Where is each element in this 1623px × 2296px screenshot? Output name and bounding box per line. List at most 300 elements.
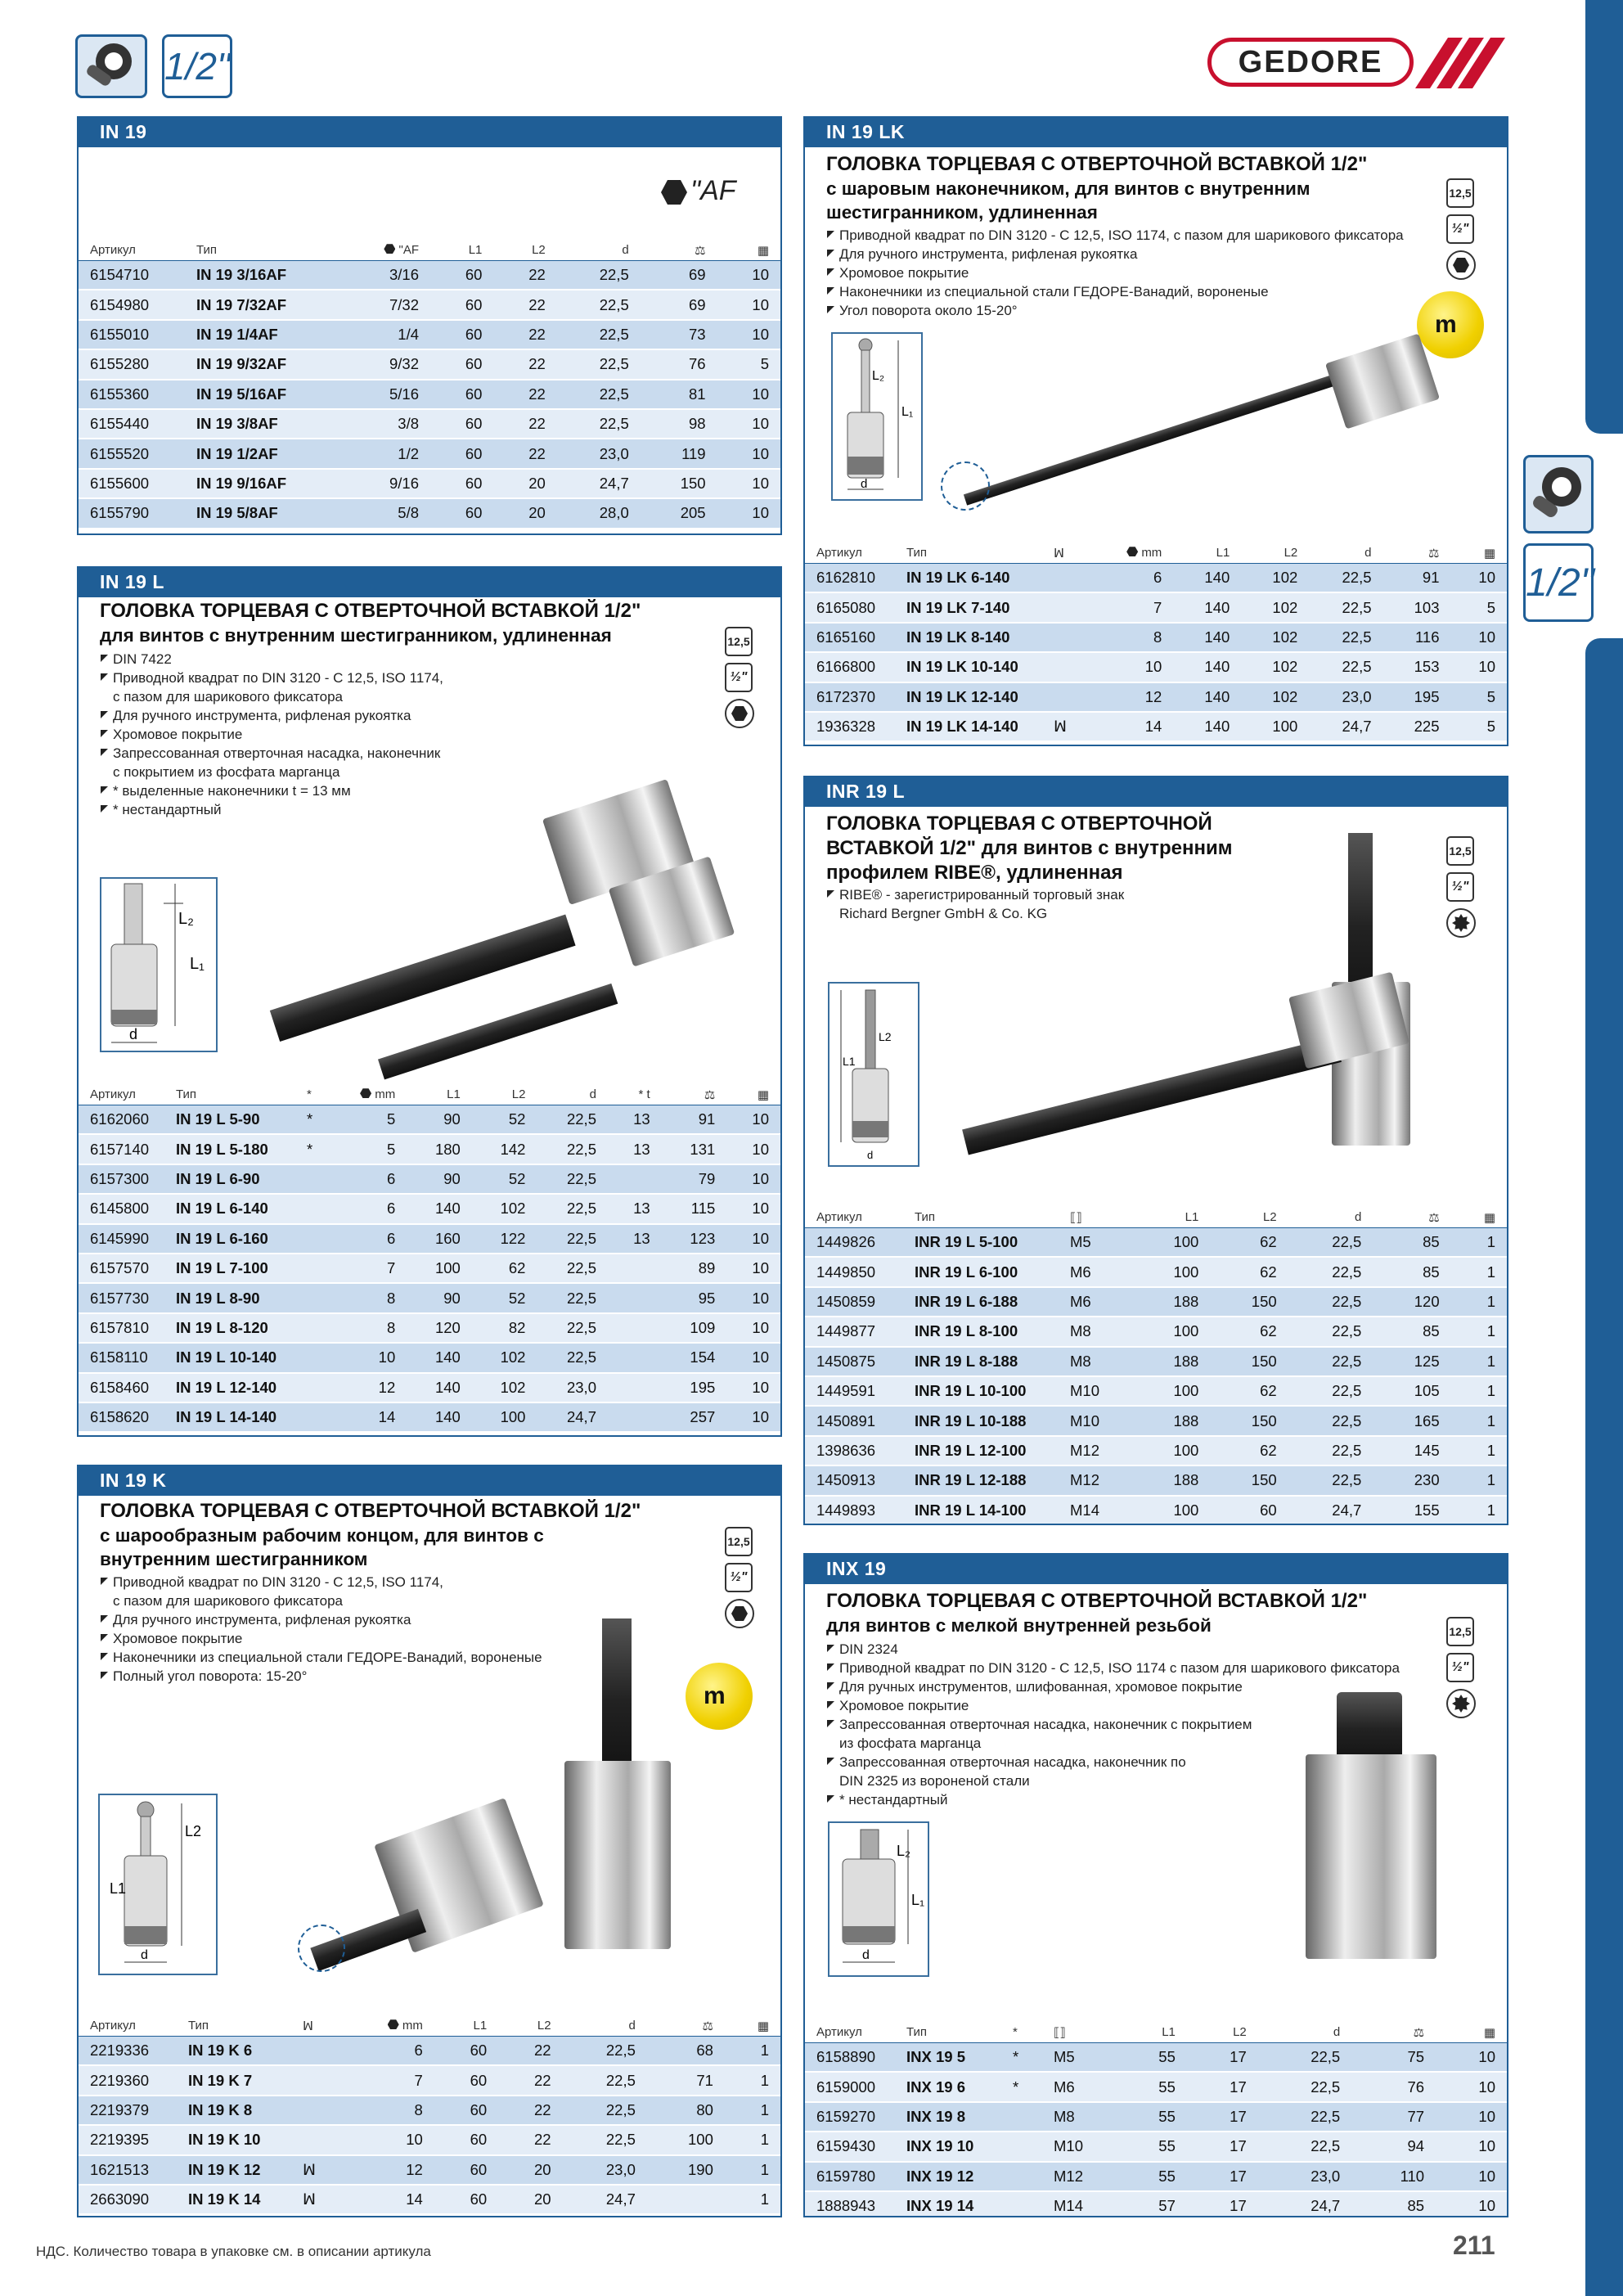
table-cell: 89 [662, 1254, 727, 1283]
table-cell: M5 [1042, 2042, 1116, 2072]
type-name: IN 19 L 7-100 [164, 1254, 295, 1283]
table-cell: 1 [1451, 1376, 1507, 1406]
table-cell: 24,7 [1288, 1496, 1373, 1525]
section-header: IN 19 LK [805, 118, 1507, 147]
table-cell: 257 [662, 1402, 727, 1432]
table-cell: 22 [498, 2125, 562, 2154]
type-name: INR 19 L 6-100 [903, 1257, 1059, 1286]
table-cell: 140 [407, 1402, 472, 1432]
bullet-item: Хромовое покрытие [826, 263, 1448, 282]
table-cell: M6 [1059, 1287, 1132, 1317]
article-number: 6158890 [805, 2042, 895, 2072]
table-cell: 142 [472, 1134, 537, 1164]
table-cell: 140 [407, 1373, 472, 1402]
type-name: IN 19 K 10 [177, 2125, 291, 2154]
weight-icon: ⚖ [1351, 2023, 1436, 2042]
table-row [805, 2072, 1507, 2101]
table-cell: 10 [717, 439, 780, 468]
bullet-list [826, 885, 1284, 923]
type-name: INR 19 L 5-100 [903, 1227, 1059, 1257]
hex-icon [725, 699, 754, 728]
svg-text:L1: L1 [843, 1055, 856, 1068]
type-name: IN 19 5/16AF [185, 380, 348, 409]
ribe-profile-icon [1446, 908, 1476, 938]
ball-end-badge: m [1417, 291, 1484, 358]
pack-icon: ▦ [1436, 2023, 1507, 2042]
table-cell: 10 [1451, 652, 1508, 682]
product-image-bit [964, 373, 1341, 506]
type-name: INR 19 L 12-100 [903, 1436, 1059, 1465]
table-cell: 6 [328, 1194, 407, 1223]
svg-text:L₁: L₁ [190, 955, 205, 973]
table-row [805, 592, 1507, 622]
bullet-item: * нестандартный [826, 1790, 1448, 1809]
table-cell [1001, 2132, 1042, 2161]
table-cell: 62 [1210, 1436, 1288, 1465]
table-cell [608, 1343, 662, 1372]
table-cell: 102 [472, 1373, 537, 1402]
type-name: INR 19 L 8-100 [903, 1317, 1059, 1346]
table-cell: 22,5 [537, 1105, 608, 1134]
table-row [805, 2042, 1507, 2072]
product-title: ГОЛОВКА ТОРЦЕВАЯ С ОТВЕРТОЧНОЙ ВСТАВКОЙ 1/2" [100, 600, 641, 622]
table-cell: 5 [717, 349, 780, 379]
table-cell: 22,5 [557, 320, 641, 349]
weight-icon: ⚖ [1373, 1208, 1450, 1227]
table-cell [608, 1402, 662, 1432]
type-name: INX 19 14 [895, 2191, 1001, 2217]
ball-end-icon: ꟽ [291, 2155, 340, 2185]
table-cell: 8 [1091, 623, 1173, 652]
article-number: 6165160 [805, 623, 895, 652]
pack-icon: ▦ [1451, 543, 1508, 563]
table-cell: 10 [726, 1164, 780, 1194]
weight-icon: ⚖ [662, 1085, 727, 1105]
square-12-5-icon: 12,5 [725, 1527, 753, 1556]
table-cell: 22 [493, 290, 556, 319]
article-number: 1449893 [805, 1496, 903, 1525]
af-badge: "AF [661, 175, 736, 207]
table-cell: 57 [1116, 2191, 1187, 2217]
type-name: INX 19 10 [895, 2132, 1001, 2161]
svg-text:L₂: L₂ [178, 910, 194, 928]
bullet-item: Хромовое покрытие [826, 1696, 1448, 1715]
type-name: IN 19 LK 14-140 [895, 712, 1042, 741]
table-cell: 1 [1451, 1347, 1507, 1376]
table-cell [608, 1254, 662, 1283]
type-name: IN 19 3/8AF [185, 409, 348, 439]
article-number: 2219379 [79, 2096, 177, 2125]
pack-icon: ▦ [726, 1085, 780, 1105]
ball-tip-highlight [941, 461, 990, 511]
section-in19k [77, 1465, 782, 2217]
article-number: 1449877 [805, 1317, 903, 1346]
table-cell: 1 [1451, 1227, 1507, 1257]
ratchet-socket-icon [1526, 457, 1591, 531]
type-name: IN 19 K 8 [177, 2096, 291, 2125]
table-cell: M10 [1042, 2132, 1116, 2161]
table-cell: 55 [1116, 2132, 1187, 2161]
bullet-item: Для ручного инструмента, рифленая рукоятка [100, 1610, 672, 1629]
article-number: 6172370 [805, 682, 895, 712]
table-cell: 8 [328, 1283, 407, 1312]
table-cell: 73 [641, 320, 717, 349]
bullet-list [100, 650, 558, 819]
table-cell: 7 [328, 1254, 407, 1283]
bullet-item: Для ручного инструмента, рифленая рукоятка [100, 706, 558, 725]
table-cell: 28,0 [557, 498, 641, 528]
type-name: IN 19 LK 12-140 [895, 682, 1042, 712]
svg-text:L₁: L₁ [911, 1892, 925, 1908]
table-cell: 1 [1451, 1406, 1507, 1435]
svg-text:d: d [129, 1026, 138, 1042]
table-cell: 10 [1436, 2042, 1507, 2072]
table-cell: 85 [1373, 1317, 1450, 1346]
article-number: 6155440 [79, 409, 185, 439]
article-number: 6157810 [79, 1313, 164, 1343]
table-cell: 22 [493, 349, 556, 379]
bullet-list [100, 1573, 672, 1686]
table-cell: 76 [1351, 2072, 1436, 2101]
table-cell: 60 [1210, 1496, 1288, 1525]
table-cell: 10 [726, 1283, 780, 1312]
table-cell: 140 [1173, 623, 1241, 652]
table-cell: 10 [1451, 623, 1508, 652]
table-cell: 100 [1132, 1227, 1210, 1257]
table-cell: 10 [1091, 652, 1173, 682]
table-cell: * [295, 1134, 328, 1164]
type-name: INR 19 L 14-100 [903, 1496, 1059, 1525]
table-cell: 3/8 [348, 409, 430, 439]
table-cell: 100 [1132, 1257, 1210, 1286]
table-cell: 9/16 [348, 469, 430, 498]
table-cell: 23,0 [1309, 682, 1382, 712]
table-cell [295, 1283, 328, 1312]
table-cell: 10 [1436, 2132, 1507, 2161]
table-cell: 119 [641, 439, 717, 468]
table-cell: 190 [647, 2155, 725, 2185]
table-cell: 10 [726, 1254, 780, 1283]
table-cell: 10 [726, 1105, 780, 1134]
table-cell: 82 [472, 1313, 537, 1343]
table-cell: 7/32 [348, 290, 430, 319]
type-name: INX 19 5 [895, 2042, 1001, 2072]
table-cell: 6 [328, 1164, 407, 1194]
ball-end-icon: ꟽ [303, 2019, 313, 2033]
hex-icon [1126, 547, 1138, 556]
table-cell: 1 [725, 2125, 780, 2154]
square-12-5-icon: 12,5 [1446, 178, 1474, 208]
type-name: INX 19 6 [895, 2072, 1001, 2101]
article-number: 1450913 [805, 1465, 903, 1495]
table-row [805, 2191, 1507, 2217]
article-number: 6155520 [79, 439, 185, 468]
table-cell: 79 [662, 1164, 727, 1194]
table-cell: 100 [1132, 1496, 1210, 1525]
table-cell: 230 [1373, 1465, 1450, 1495]
table-cell: 22,5 [1288, 1376, 1373, 1406]
dimension-diagram [828, 1821, 929, 1977]
table-cell: 10 [717, 469, 780, 498]
table-cell: 22,5 [557, 409, 641, 439]
table-cell: 150 [1210, 1287, 1288, 1317]
hex-icon [388, 2019, 399, 2029]
svg-text:L2: L2 [185, 1823, 202, 1839]
table-cell: 140 [407, 1343, 472, 1372]
article-number: 6155360 [79, 380, 185, 409]
article-number: 6157730 [79, 1283, 164, 1312]
table-cell: 22 [493, 409, 556, 439]
table-cell: 5 [328, 1134, 407, 1164]
type-name: IN 19 LK 6-140 [895, 563, 1042, 592]
table-cell: 22,5 [1258, 2102, 1351, 2132]
article-number: 6162810 [805, 563, 895, 592]
table-cell: 52 [472, 1164, 537, 1194]
logo-stripes-icon [1415, 38, 1505, 88]
table-cell: 20 [493, 469, 556, 498]
square-12-5-icon: 12,5 [1446, 836, 1474, 866]
type-name: IN 19 K 12 [177, 2155, 291, 2185]
table-cell: 13 [608, 1194, 662, 1223]
type-name: IN 19 L 5-180 [164, 1134, 295, 1164]
table-row [805, 1406, 1507, 1435]
table-cell: 24,7 [557, 469, 641, 498]
table-row [79, 2036, 780, 2065]
table-cell: 13 [608, 1105, 662, 1134]
table-row [805, 652, 1507, 682]
table-cell: M6 [1042, 2072, 1116, 2101]
table-row [805, 2162, 1507, 2191]
thread-col-header [1042, 2023, 1116, 2042]
article-number: 1449850 [805, 1257, 903, 1286]
table-cell: 3/16 [348, 260, 430, 290]
table-cell: 165 [1373, 1406, 1450, 1435]
table-cell: 22,5 [537, 1224, 608, 1254]
table-row [79, 439, 780, 468]
bullet-item: * нестандартный [100, 800, 558, 819]
table-cell: 22,5 [537, 1194, 608, 1223]
article-number: 1449591 [805, 1376, 903, 1406]
table-cell: 14 [328, 1402, 407, 1432]
pack-icon: ▦ [725, 2016, 780, 2036]
bullet-item: Для ручных инструментов, шлифованная, хромовое покрытие [826, 1677, 1448, 1696]
table-cell: 80 [647, 2096, 725, 2125]
svg-text:L₂: L₂ [897, 1843, 910, 1859]
article-number: 6158110 [79, 1343, 164, 1372]
table-cell [1001, 2191, 1042, 2217]
table-cell: 188 [1132, 1465, 1210, 1495]
article-number: 6145800 [79, 1194, 164, 1223]
article-number: 1450875 [805, 1347, 903, 1376]
section-in19 [77, 116, 782, 535]
bullet-item: Приводной квадрат по DIN 3120 - C 12,5, ISO 1174, с пазом для шарикового фиксатора [100, 669, 558, 706]
type-name: IN 19 L 6-140 [164, 1194, 295, 1223]
table-row [79, 320, 780, 349]
table-cell: 205 [641, 498, 717, 528]
table-cell: 13 [608, 1134, 662, 1164]
spline-icon [1446, 1689, 1476, 1718]
product-subtitle: с шарообразным рабочим концом, для винтов с внутренним шестигранником [100, 1525, 544, 1569]
bullet-item: Запрессованная отверточная насадка, наконечник с покрытием из фосфата марганца [826, 1715, 1448, 1753]
table-row [805, 712, 1507, 741]
type-name: IN 19 LK 10-140 [895, 652, 1042, 682]
table-cell: 90 [407, 1164, 472, 1194]
table-cell: 10 [726, 1343, 780, 1372]
table-cell: 10 [726, 1194, 780, 1223]
article-number: 6159000 [805, 2072, 895, 2101]
type-name: IN 19 L 5-90 [164, 1105, 295, 1134]
table-cell: 22 [498, 2065, 562, 2095]
table-cell: 102 [1241, 652, 1309, 682]
table-cell: 125 [1373, 1347, 1450, 1376]
table-cell: 102 [1241, 682, 1309, 712]
table-cell [608, 1283, 662, 1312]
table-cell: 94 [1351, 2132, 1436, 2161]
table-cell: 10 [1436, 2072, 1507, 2101]
table-cell: 123 [662, 1224, 727, 1254]
table-cell: 90 [407, 1105, 472, 1134]
type-name: IN 19 L 10-140 [164, 1343, 295, 1372]
table-cell: 122 [472, 1224, 537, 1254]
product-subtitle: с шаровым наконечником, для винтов с внутренним шестигранником, удлиненная [826, 178, 1311, 223]
ball-col-header [1042, 543, 1091, 563]
ball-end-icon: ꟽ [1054, 546, 1064, 560]
table-cell: 22,5 [563, 2125, 647, 2154]
ball-end-icon: ꟽ [291, 2185, 340, 2214]
table-cell: 22,5 [1258, 2072, 1351, 2101]
in19-table: Артикул Тип "AF L1 L2 d ⚖ ▦ 6154710 IN 19 3/16AF 3/16 60 22 22,5 69 10 6154980 IN 19 7/32AF 7/32 60 22 22,5 69 10 6155010 IN 19 1/4AF 1/4 60 22 22,5 73 10 6155280 IN 19 9/32AF 9/32 60 22 22,5 76 5 6155360 IN 19 5/16AF 5/16 60 22 22,5 81 10 6155440 IN 19 3/8AF 3/8 60 22 22,5 98 10 6155520 IN 19 1/2AF 1/2 60 22 23,0 119 10 6155600 IN 19 9/16AF 9/16 60 20 24,7 150 10 6155790 IN 19 5/8AF 5/8 60 20 28,0 205 10 [79, 241, 780, 529]
table-cell: 20 [498, 2155, 562, 2185]
table-cell: 160 [407, 1224, 472, 1254]
table-row [79, 1194, 780, 1223]
table-cell: 100 [472, 1402, 537, 1432]
table-cell: 225 [1383, 712, 1451, 741]
article-number: 6155790 [79, 498, 185, 528]
table-row [79, 498, 780, 528]
bullet-item: Приводной квадрат по DIN 3120 - C 12,5, ISO 1174, с пазом для шарикового фиксатора [826, 226, 1448, 245]
table-row [79, 1373, 780, 1402]
hex-af-col-header: "AF [348, 241, 430, 260]
table-cell: 8 [340, 2096, 434, 2125]
svg-text:d: d [862, 1948, 870, 1962]
table-cell: 102 [1241, 592, 1309, 622]
table-cell: 23,0 [537, 1373, 608, 1402]
table-cell [295, 1343, 328, 1372]
table-cell: 180 [407, 1134, 472, 1164]
bullet-item: Полный угол поворота: 15-20° [100, 1667, 672, 1686]
table-cell: 62 [1210, 1376, 1288, 1406]
table-cell: 22,5 [1288, 1317, 1373, 1346]
table-cell: 60 [434, 2155, 498, 2185]
table-cell: 102 [1241, 563, 1309, 592]
table-row [805, 1376, 1507, 1406]
table-cell: 1 [1451, 1257, 1507, 1286]
table-cell: 100 [1241, 712, 1309, 741]
table-cell: 22,5 [1258, 2132, 1351, 2161]
table-row [805, 682, 1507, 712]
bullet-item: Угол поворота около 15-20° [826, 301, 1448, 320]
hex-icon [725, 1599, 754, 1628]
table-cell: 10 [726, 1134, 780, 1164]
table-row [79, 380, 780, 409]
type-name: INR 19 L 10-100 [903, 1376, 1059, 1406]
dimension-diagram [100, 877, 218, 1052]
article-number: 6165080 [805, 592, 895, 622]
table-row [79, 1254, 780, 1283]
ball-end-icon: ꟽ [1042, 712, 1091, 741]
table-cell: 62 [472, 1254, 537, 1283]
type-name: IN 19 L 6-90 [164, 1164, 295, 1194]
table-cell: 17 [1187, 2102, 1258, 2132]
table-cell: 24,7 [1309, 712, 1382, 741]
table-cell: 60 [434, 2065, 498, 2095]
bullet-item: Наконечники из специальной стали ГЕДОРЕ-Ванадий, вороненые [100, 1648, 672, 1667]
table-row [805, 1496, 1507, 1525]
table-cell: 10 [726, 1224, 780, 1254]
table-cell: 1 [725, 2065, 780, 2095]
article-number: 6158460 [79, 1373, 164, 1402]
table-cell: 131 [662, 1134, 727, 1164]
table-cell: 22,5 [1309, 652, 1382, 682]
table-cell: M8 [1059, 1347, 1132, 1376]
product-title: ГОЛОВКА ТОРЦЕВАЯ С ОТВЕРТОЧНОЙ ВСТАВКОЙ 1/2" [100, 1500, 641, 1522]
table-cell: M6 [1059, 1257, 1132, 1286]
article-number: 6158620 [79, 1402, 164, 1432]
table-cell: 24,7 [537, 1402, 608, 1432]
table-cell: 14 [340, 2185, 434, 2214]
type-name: INR 19 L 12-188 [903, 1465, 1059, 1495]
table-cell: 102 [472, 1343, 537, 1372]
table-cell: 6 [328, 1224, 407, 1254]
in19k-table: Артикул Тип ꟽ mm L1 L2 d ⚖ ▦ 2219336 IN 19 K 6 6 60 22 22,5 68 1 2219360 IN 19 K 7 7 60 22 22,5 71 1 2219379 IN 19 K 8 8 60 22 22,5 80 1 2219395 IN 19 K 10 10 60 22 22,5 100 1 1621513 IN 19 K 12 ꟽ 12 60 20 23,0 190 1 2663090 IN 19 K 14 ꟽ 14 60 20 24,7 1 [79, 2016, 780, 2215]
table-cell: 24,7 [563, 2185, 647, 2214]
table-cell: 100 [647, 2125, 725, 2154]
table-cell: 1/2 [348, 439, 430, 468]
table-cell: 85 [1373, 1227, 1450, 1257]
table-cell: 10 [328, 1343, 407, 1372]
table-row [805, 2102, 1507, 2132]
table-cell: 140 [1173, 563, 1241, 592]
bullet-item: Хромовое покрытие [100, 725, 558, 744]
table-cell: 22,5 [557, 290, 641, 319]
table-cell: 22 [493, 439, 556, 468]
table-cell: 17 [1187, 2072, 1258, 2101]
table-cell: 150 [1210, 1465, 1288, 1495]
product-subtitle: для винтов с внутренним шестигранником, удлиненная [100, 625, 612, 646]
section-header: IN 19 [79, 118, 780, 147]
table-cell [608, 1164, 662, 1194]
hex-mm-col-header: mm [328, 1085, 407, 1105]
table-cell: 22,5 [563, 2036, 647, 2065]
inx19-table: Артикул Тип * ⟦⟧ L1 L2 d ⚖ ▦ 6158890 INX 19 5 * M5 55 17 22,5 75 10 6159000 INX 19 6 * M6 55 17 22,5 76 10 6159270 INX 19 8 M8 55 17 22,5 77 10 6159430 INX 19 10 M10 55 17 22,5 94 10 6159780 INX 19 12 M12 55 17 23,0 110 10 1888943 INX 19 14 M14 57 17 24,7 85 10 [805, 2023, 1507, 2217]
table-cell: 52 [472, 1283, 537, 1312]
table-cell: 22,5 [563, 2096, 647, 2125]
table-row [79, 1313, 780, 1343]
article-number: 6157570 [79, 1254, 164, 1283]
table-cell: 188 [1132, 1406, 1210, 1435]
table-cell: 10 [1436, 2102, 1507, 2132]
weight-icon: ⚖ [1383, 543, 1451, 563]
table-cell: 22,5 [537, 1164, 608, 1194]
type-name: INR 19 L 6-188 [903, 1287, 1059, 1317]
table-cell: 1/4 [348, 320, 430, 349]
table-cell: 69 [641, 260, 717, 290]
table-cell: 140 [1173, 652, 1241, 682]
table-cell: 1 [1451, 1287, 1507, 1317]
section-in19l [77, 566, 782, 1437]
table-cell [647, 2185, 725, 2214]
table-cell: 100 [1132, 1376, 1210, 1406]
